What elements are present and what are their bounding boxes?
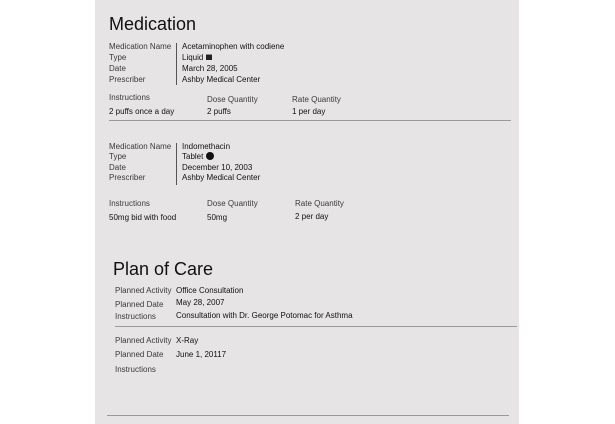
date-value: December 10, 2003 [182, 162, 253, 172]
medication-title: Medication [109, 14, 197, 34]
dose-quantity-label: Dose Quantity [207, 95, 258, 104]
instructions-label: Instructions [109, 93, 150, 102]
type-value [182, 152, 214, 163]
section-divider [109, 120, 511, 121]
type-label: Type [109, 52, 127, 62]
rate-quantity-label: Rate Quantity [292, 95, 341, 104]
planned-date-label: Planned Date [115, 350, 164, 359]
planned-date-value: June 1, 20117 [176, 350, 227, 359]
instructions-label: Instructions [109, 199, 150, 208]
date-label: Date [109, 64, 126, 73]
plan-of-care-title: Plan of Care [113, 259, 214, 279]
type-label: Type [109, 152, 127, 161]
dose-quantity-label: Dose Quantity [207, 199, 258, 208]
medication-name-label: Medication Name [109, 142, 172, 151]
prescriber-value: Ashby Medical Center [182, 74, 261, 84]
type-value [182, 53, 212, 64]
rate-quantity-label: Rate Quantity [295, 199, 344, 208]
instructions-value: 2 puffs once a day [109, 107, 175, 116]
type-text: Tablet [182, 152, 204, 161]
medication-name-label: Medication Name [109, 42, 172, 51]
liquid-icon [206, 54, 212, 60]
dose-quantity-value: 2 puffs [207, 107, 231, 116]
plan-instructions-value: Consultation with Dr. George Potomac for Asthma [176, 311, 353, 320]
date-label: Date [109, 162, 126, 172]
planned-date-value: May 28, 2007 [176, 298, 225, 307]
type-text: Liquid [182, 52, 204, 62]
tablet-icon [206, 152, 214, 160]
prescriber-value: Ashby Medical Center [182, 172, 261, 182]
instructions-value: 50mg bid with food [109, 213, 177, 222]
medication-name-value: Indomethacin [182, 142, 231, 151]
dose-quantity-value: 50mg [207, 213, 228, 222]
field-divider [176, 143, 177, 185]
rate-quantity-value: 2 per day [295, 212, 329, 221]
planned-activity-value: X-Ray [176, 336, 199, 345]
planned-date-label: Planned Date [115, 299, 164, 309]
field-divider [176, 43, 177, 85]
rate-quantity-value: 1 per day [292, 107, 326, 116]
section-divider [115, 326, 517, 327]
planned-activity-label: Planned Activity [115, 286, 172, 295]
prescriber-label: Prescriber [109, 74, 146, 84]
planned-activity-value: Office Consultation [176, 286, 244, 295]
planned-activity-label: Planned Activity [115, 336, 172, 345]
plan-instructions-label: Instructions [115, 364, 156, 374]
prescriber-label: Prescriber [109, 172, 146, 182]
plan-instructions-label: Instructions [115, 311, 156, 321]
medication-name-value: Acetaminophen with codiene [182, 42, 285, 51]
date-value: March 28, 2005 [182, 64, 238, 73]
section-divider [107, 415, 509, 416]
